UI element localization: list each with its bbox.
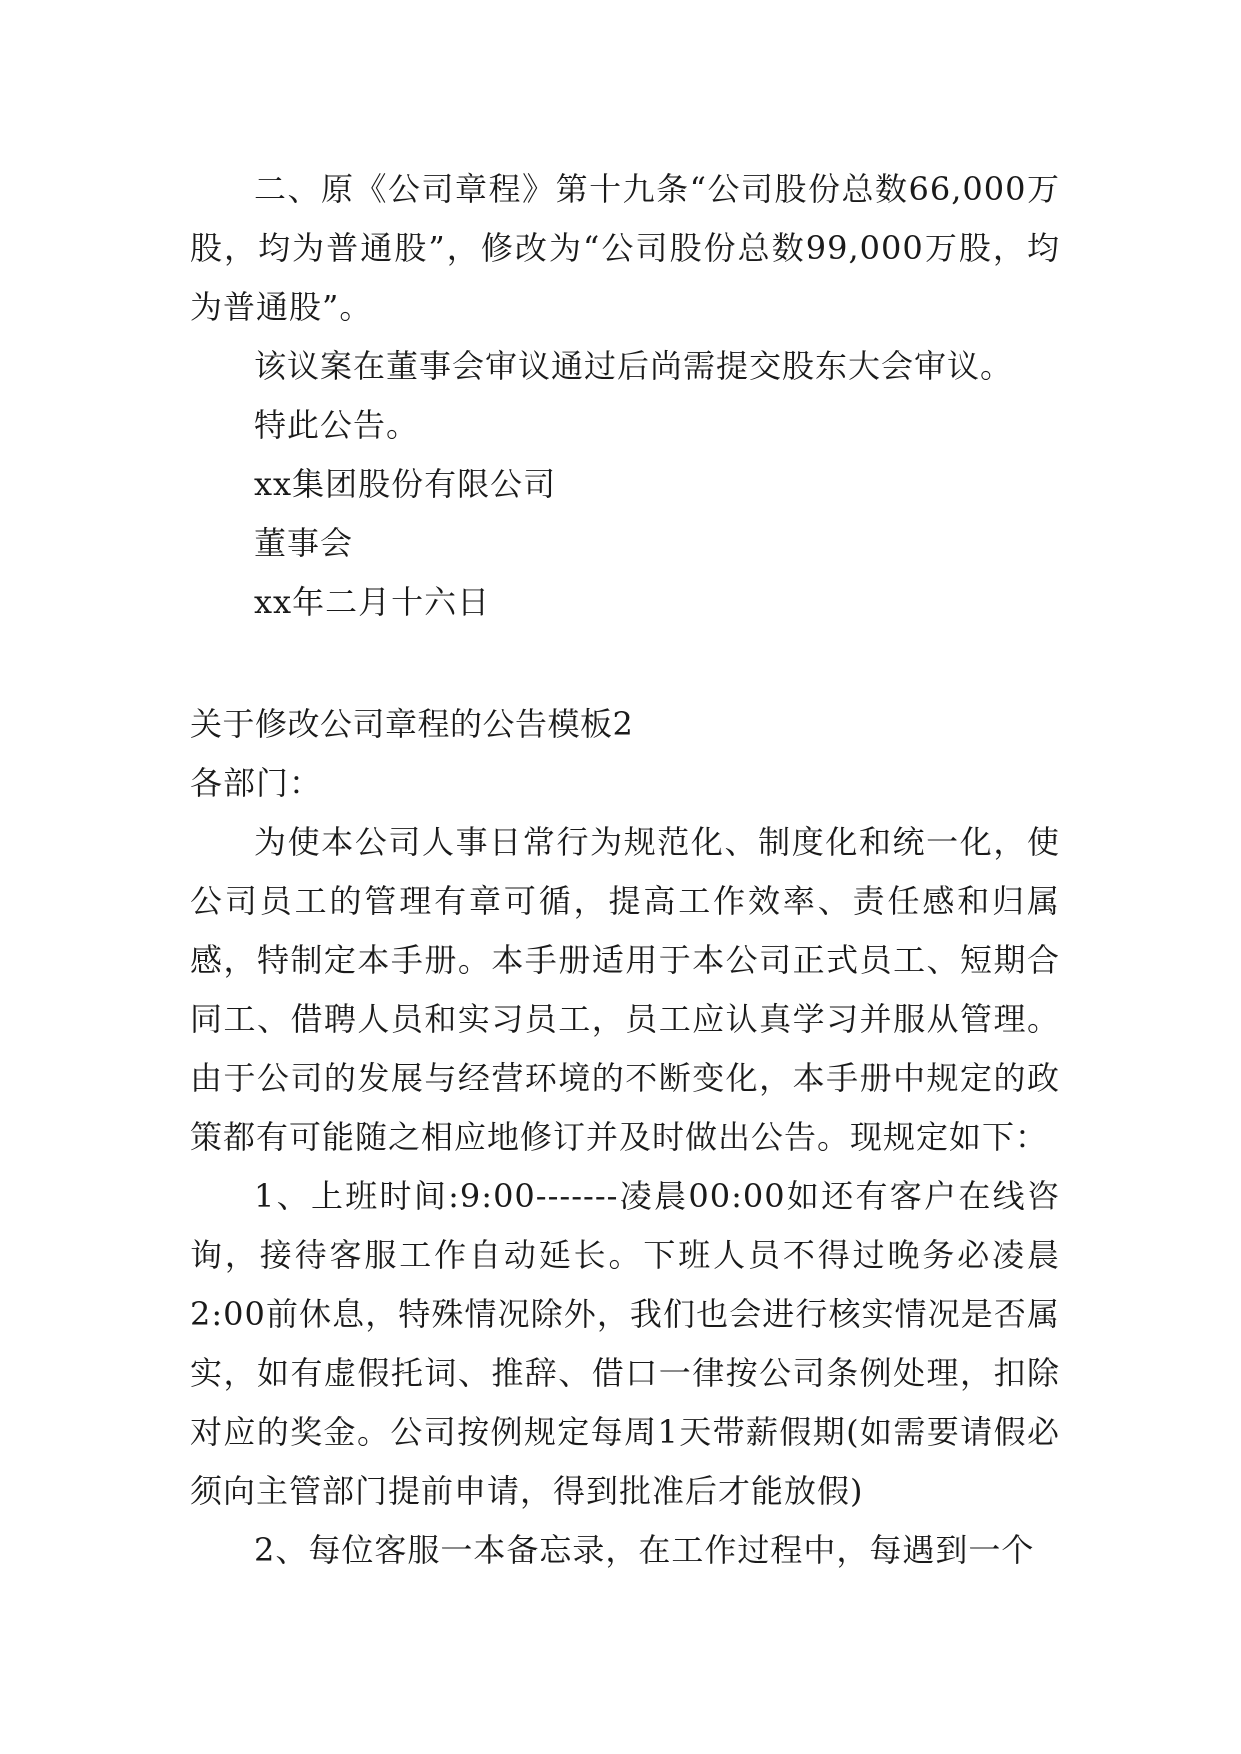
intro-paragraph: 为使本公司人事日常行为规范化、制度化和统一化，使公司员工的管理有章可循，提高工作效率、责任感和归属感，特制定本手册。本手册适用于本公司正式员工、短期合同工、借聘人员和实习员工，员工应认真学习并服从管理。由于公司的发展与经营环境的不断变化，本手册中规定的政策都有可能随之相应地修订并及时做出公告。现规定如下： <box>190 823 1060 1156</box>
salutation: 各部门： <box>190 764 323 802</box>
amendment-paragraph: 二、原《公司章程》第十九条“公司股份总数66,000万股，均为普通股”，修改为“公司股份总数99,000万股，均为普通股”。 <box>190 170 1060 326</box>
board-name: 董事会 <box>254 524 354 562</box>
section-title: 关于修改公司章程的公告模板2 <box>190 705 634 743</box>
rule-1-paragraph: 1、上班时间:9:00-------凌晨00:00如还有客户在线咨询，接待客服工作自动延长。下班人员不得过晚务必凌晨2:00前休息，特殊情况除外，我们也会进行核实情况是否属实，如有虚假托词、推辞、借口一律按公司条例处理，扣除对应的奖金。公司按例规定每周1天带薪假期(如需要请假必须向主管部门提前申请，得到批准后才能放假) <box>190 1177 1060 1510</box>
document-body <box>190 160 1060 1580</box>
approval-note: 该议案在董事会审议通过后尚需提交股东大会审议。 <box>254 347 1014 385</box>
announcement-closing: 特此公告。 <box>254 406 420 444</box>
rule-2-paragraph: 2、每位客服一本备忘录，在工作过程中，每遇到一个 <box>254 1531 1035 1569</box>
company-name: xx集团股份有限公司 <box>254 465 557 503</box>
announcement-date: xx年二月十六日 <box>254 583 491 621</box>
